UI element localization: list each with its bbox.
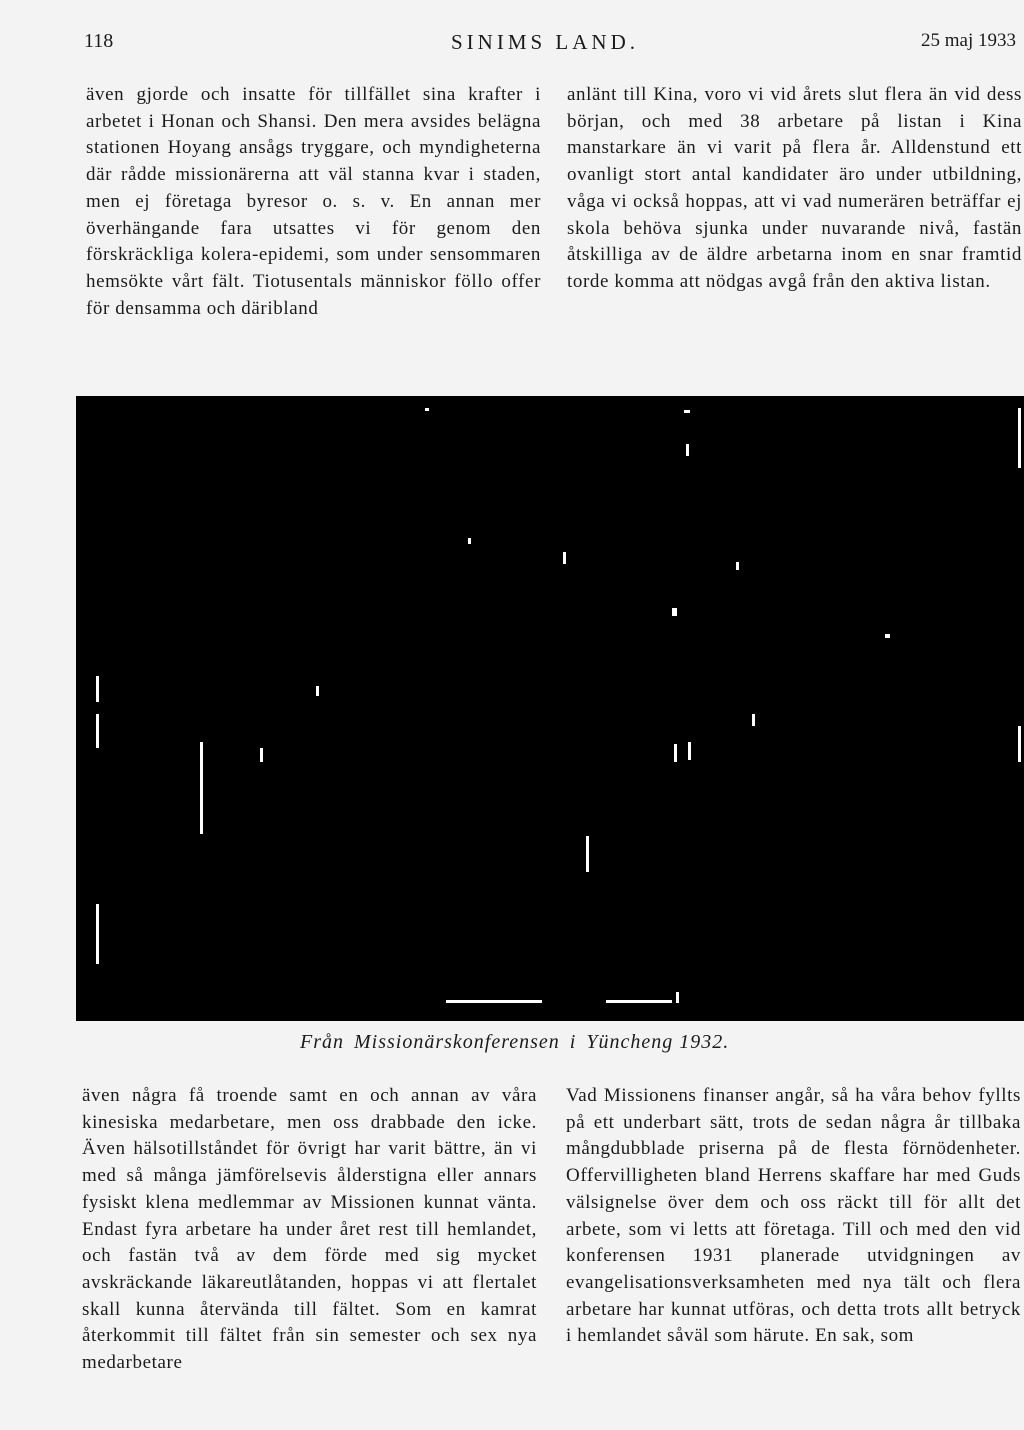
paragraph: även några få troende samt en och annan av våra kinesiska medarbetare, men oss drabbade den icke. Även hälsotillståndet för övrigt har varit bättre, än vi med så många jämförelsevis ålderstigna eller annars fysiskt klena medlemmar av Missionen kunnat vänta. Endast fyra arbetare ha under året rest till hemlandet, och fastän två av dem förde med sig mycket avskräckande läkareutlåtanden, hoppas vi att flertalet skall kunna återvända till fältet. Som en kamrat återkommit till fältet från sin semester och sex nya medarbetare (82, 1085, 537, 1374)
paragraph: anlänt till Kina, voro vi vid årets slut flera än vid dess början, och med 38 arbetare på listan i Kina manstarkare än vi varit på flera år. Alldenstund ett ovanligt stort antal kandidater äro under utbildning, våga vi också hoppas, att vi vad numerären beträffar ej skola behöva sjunka under nuvarande nivå, fastän åtskilliga av de äldre arbetarna inom en snar framtid torde komma att nödgas avgå från den aktiva listan. (567, 84, 1022, 292)
issue-date: 25 maj 1933 (921, 30, 1016, 51)
bottom-left-column (82, 1083, 537, 1377)
group-photo (76, 396, 1024, 1021)
caption-prefix: Från (300, 1031, 344, 1053)
page-number: 118 (84, 30, 114, 52)
caption-conference-name: Missionärskonferensen (354, 1031, 560, 1053)
paragraph: även gjorde och insatte för tillfället sina krafter i arbetet i Honan och Shansi. Den mera avsides belägna stationen Hoyang ansågs tryggare, och myndigheterna där rådde missionärerna att väl stanna kvar i staden, men ej företaga byresor o. s. v. En annan mer överhängande fara utsattes vi för genom den förskräckliga kolera-epidemi, som under sensommaren hemsökte vårt fält. Tiotusentals människor föllo offer för densamma och däribland (86, 84, 541, 319)
journal-title: SINIMS LAND. (451, 30, 640, 54)
page-header (0, 30, 1024, 60)
paragraph: Vad Missionens finanser angår, så ha våra behov fyllts på ett underbart sätt, trots de sedan några år tillbaka mångdubblade priserna på de flesta förnödenheter. Offervilligheten bland Herrens skaffare har med Guds välsignelse över dem och oss räckt till för allt det arbete, som vi letts att företaga. Till och med den vid konferensen 1931 planerade utvidgningen av evangelisationsverksamheten med nya tält och flera arbetare har kunnat utföras, och detta trots allt betryck i hemlandet såväl som härute. En sak, som (566, 1085, 1021, 1347)
caption-place-year: Yüncheng 1932. (586, 1031, 730, 1053)
photo-caption (300, 1031, 860, 1054)
caption-preposition: i (569, 1031, 577, 1053)
top-left-column (86, 82, 541, 322)
top-right-column (567, 82, 1022, 296)
bottom-right-column (566, 1083, 1021, 1350)
